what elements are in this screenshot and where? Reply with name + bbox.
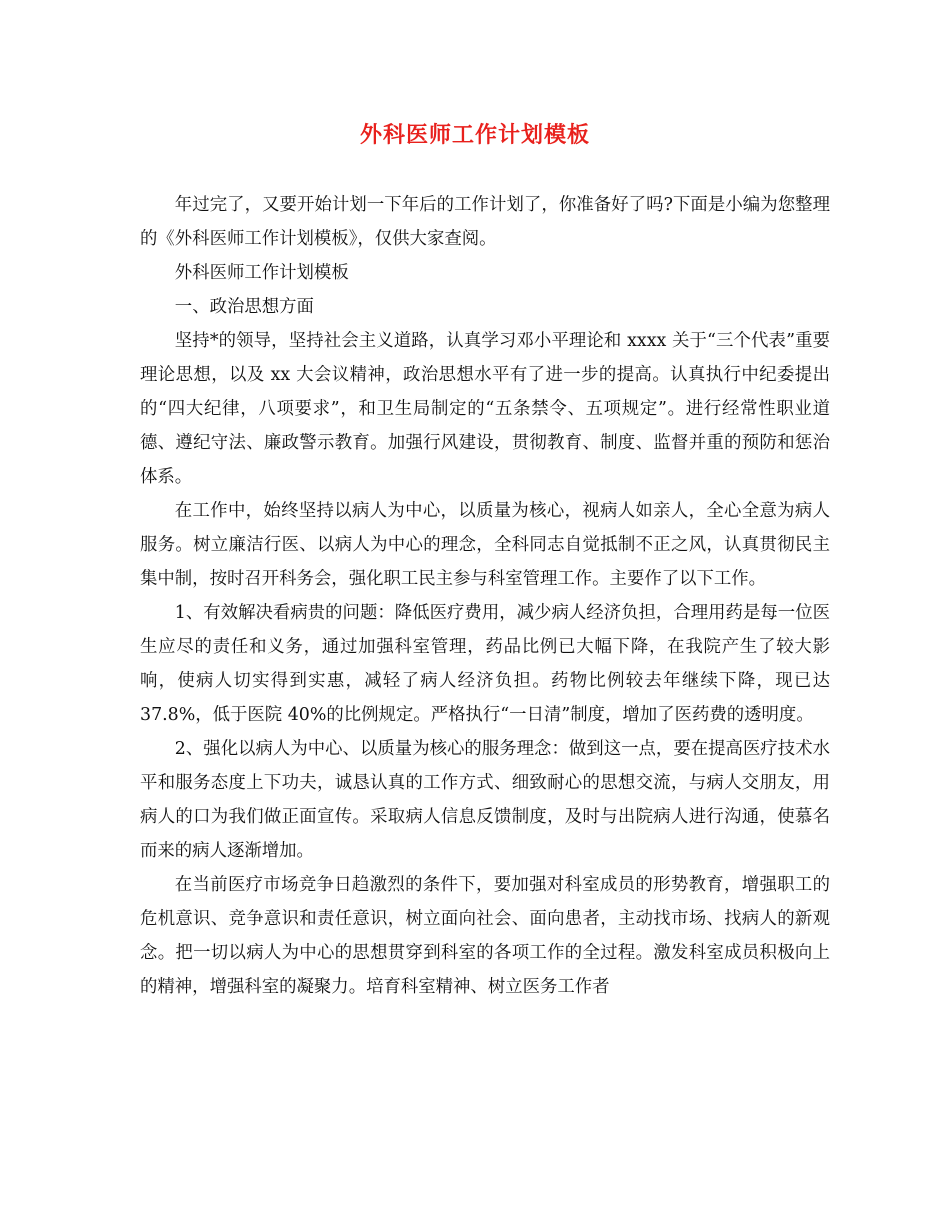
list-item-paragraph: 1、有效解决看病贵的问题：降低医疗费用，减少病人经济负担，合理用药是每一位医生应尽的责任和义务，通过加强科室管理，药品比例已大幅下降，在我院产生了较大影响，使病人切实得到实惠，减轻了病人经济负担。药物比例较去年继续下降，现已达 37.8%，低于医院 40%的比例规定。严格执行“一日清”制度，增加了医药费的透明度。 xyxy=(140,603,830,725)
body-paragraph: 坚持*的领导，坚持社会主义道路，认真学习邓小平理论和 xxxx 关于“三个代表”重要理论思想，以及 xx 大会议精神，政治思想水平有了进一步的提高。认真执行中纪委提出的“四大纪律，八项要求”，和卫生局制定的“五条禁令、五项规定”。进行经常性职业道德、遵纪守法、廉政警示教育。加强行风建设，贯彻教育、制度、监督并重的预防和惩治体系。 xyxy=(140,331,830,487)
intro-paragraph: 年过完了，又要开始计划一下年后的工作计划了，你准备好了吗?下面是小编为您整理的《外科医师工作计划模板》，仅供大家查阅。 xyxy=(140,195,830,249)
document-body xyxy=(140,188,830,1004)
body-paragraph: 在当前医疗市场竞争日趋激烈的条件下，要加强对科室成员的形势教育，增强职工的危机意识、竞争意识和责任意识，树立面向社会、面向患者，主动找市场、找病人的新观念。把一切以病人为中心的思想贯穿到科室的各项工作的全过程。激发科室成员积极向上的精神，增强科室的凝聚力。培育科室精神、树立医务工作者 xyxy=(140,875,830,997)
document-title: 外科医师工作计划模板 xyxy=(359,122,590,148)
list-item-paragraph: 2、强化以病人为中心、以质量为核心的服务理念：做到这一点，要在提高医疗技术水平和服务态度上下功夫，诚恳认真的工作方式、细致耐心的思想交流，与病人交朋友，用病人的口为我们做正面宣传。采取病人信息反馈制度，及时与出院病人进行沟通，使慕名而来的病人逐渐增加。 xyxy=(140,739,830,861)
body-paragraph: 在工作中，始终坚持以病人为中心，以质量为核心，视病人如亲人，全心全意为病人服务。树立廉洁行医、以病人为中心的理念，全科同志自觉抵制不正之风，认真贯彻民主集中制，按时召开科务会，强化职工民主参与科室管理工作。主要作了以下工作。 xyxy=(140,501,830,589)
subtitle-line: 外科医师工作计划模板 xyxy=(174,263,349,283)
section-heading: 一、政治思想方面 xyxy=(174,297,314,317)
